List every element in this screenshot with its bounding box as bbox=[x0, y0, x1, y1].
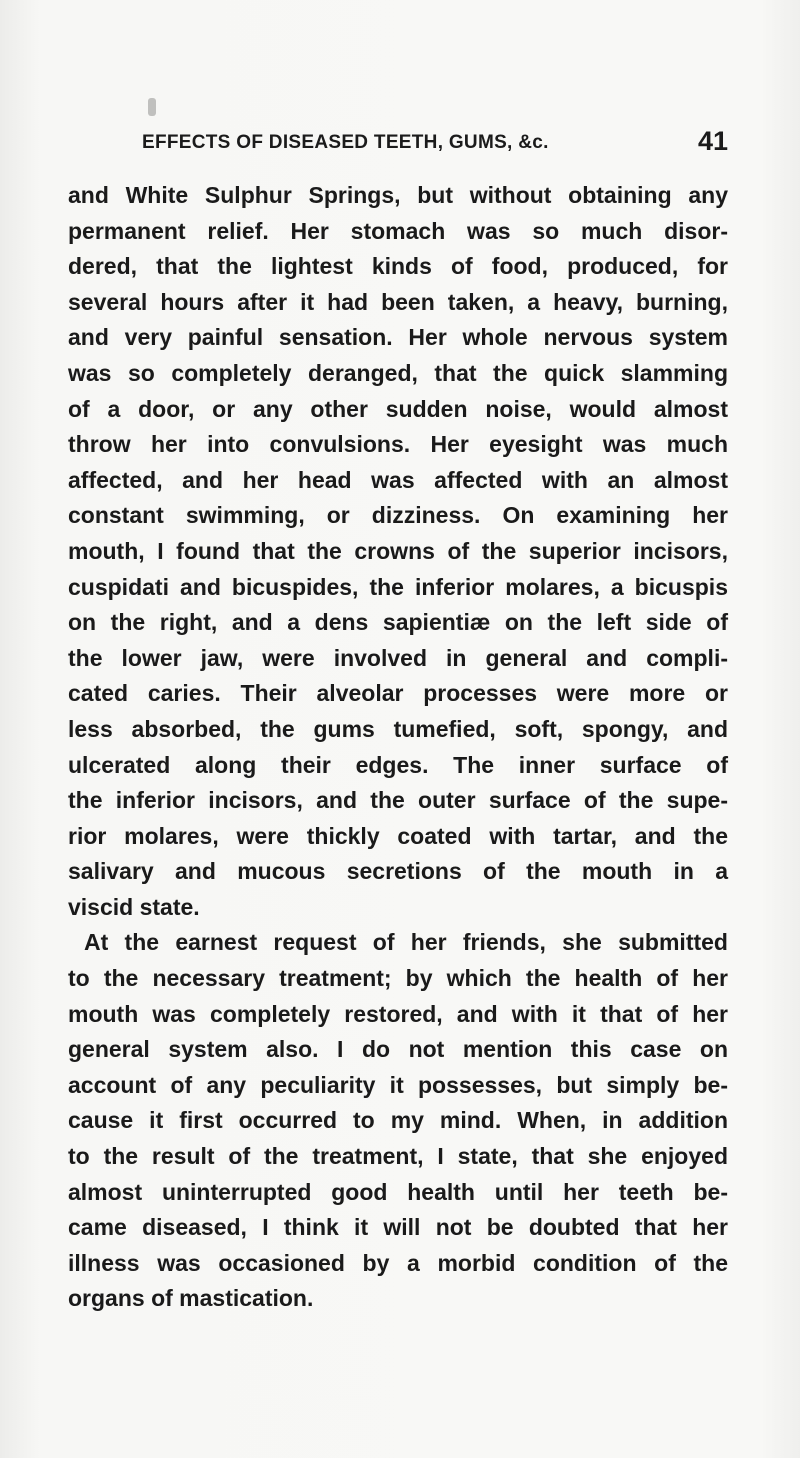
text-line: was so completely deranged, that the quick slamming bbox=[68, 359, 728, 386]
text-line: cuspidati and bicuspides, the inferior molares, a bicuspis bbox=[68, 573, 728, 600]
text-line: and White Sulphur Springs, but without obtaining any bbox=[68, 182, 728, 208]
text-line: illness was occasioned by a morbid condition of the bbox=[68, 1249, 728, 1276]
text-line: dered, that the lightest kinds of food, produced, for bbox=[68, 253, 728, 280]
text-line: rior molares, were thickly coated with tartar, and the bbox=[68, 822, 728, 849]
text-line: less absorbed, the gums tumefied, soft, spongy, and bbox=[68, 715, 728, 742]
text-line: ulcerated along their edges. The inner surface of bbox=[68, 751, 728, 778]
text-line: account of any peculiarity it possesses, but simply be- bbox=[68, 1071, 728, 1098]
text-line: came diseased, I think it will not be doubted that her bbox=[68, 1214, 728, 1241]
text-line: cated caries. Their alveolar processes were more or bbox=[68, 680, 728, 707]
text-line: organs of mastication. bbox=[68, 1285, 314, 1312]
text-line: viscid state. bbox=[68, 893, 200, 920]
text-line: general system also. I do not mention this case on bbox=[68, 1036, 728, 1063]
paragraph-2 bbox=[68, 925, 728, 1317]
body-text bbox=[68, 178, 728, 1317]
text-line: on the right, and a dens sapientiæ on the left side of bbox=[68, 609, 728, 636]
running-head-title: EFFECTS OF DISEASED TEETH, GUMS, &c. bbox=[142, 132, 549, 153]
paragraph-1 bbox=[68, 178, 728, 925]
text-line: At the earnest request of her friends, she submitted bbox=[84, 929, 728, 956]
text-line: several hours after it had been taken, a heavy, burning, bbox=[68, 288, 728, 315]
text-line: throw her into convulsions. Her eyesight was much bbox=[68, 431, 728, 458]
text-line: almost uninterrupted good health until her teeth be- bbox=[68, 1178, 728, 1205]
text-line: cause it first occurred to my mind. When, in addition bbox=[68, 1107, 728, 1134]
text-line: mouth was completely restored, and with it that of her bbox=[68, 1000, 728, 1027]
text-line: of a door, or any other sudden noise, would almost bbox=[68, 395, 728, 422]
text-line: the inferior incisors, and the outer surface of the supe- bbox=[68, 787, 728, 814]
text-line: salivary and mucous secretions of the mouth in a bbox=[68, 858, 728, 885]
ink-smudge bbox=[148, 98, 156, 116]
page-number: 41 bbox=[697, 126, 728, 156]
text-line: the lower jaw, were involved in general and compli- bbox=[68, 644, 728, 671]
text-line: to the necessary treatment; by which the health of her bbox=[68, 965, 728, 992]
text-line: mouth, I found that the crowns of the superior incisors, bbox=[68, 537, 728, 564]
text-line: affected, and her head was affected with an almost bbox=[68, 466, 728, 493]
text-line: permanent relief. Her stomach was so much disor- bbox=[68, 217, 728, 244]
text-line: constant swimming, or dizziness. On examining her bbox=[68, 502, 728, 529]
text-line: to the result of the treatment, I state, that she enjoyed bbox=[68, 1143, 728, 1170]
running-head bbox=[142, 126, 728, 160]
text-line: and very painful sensation. Her whole nervous system bbox=[68, 324, 728, 351]
